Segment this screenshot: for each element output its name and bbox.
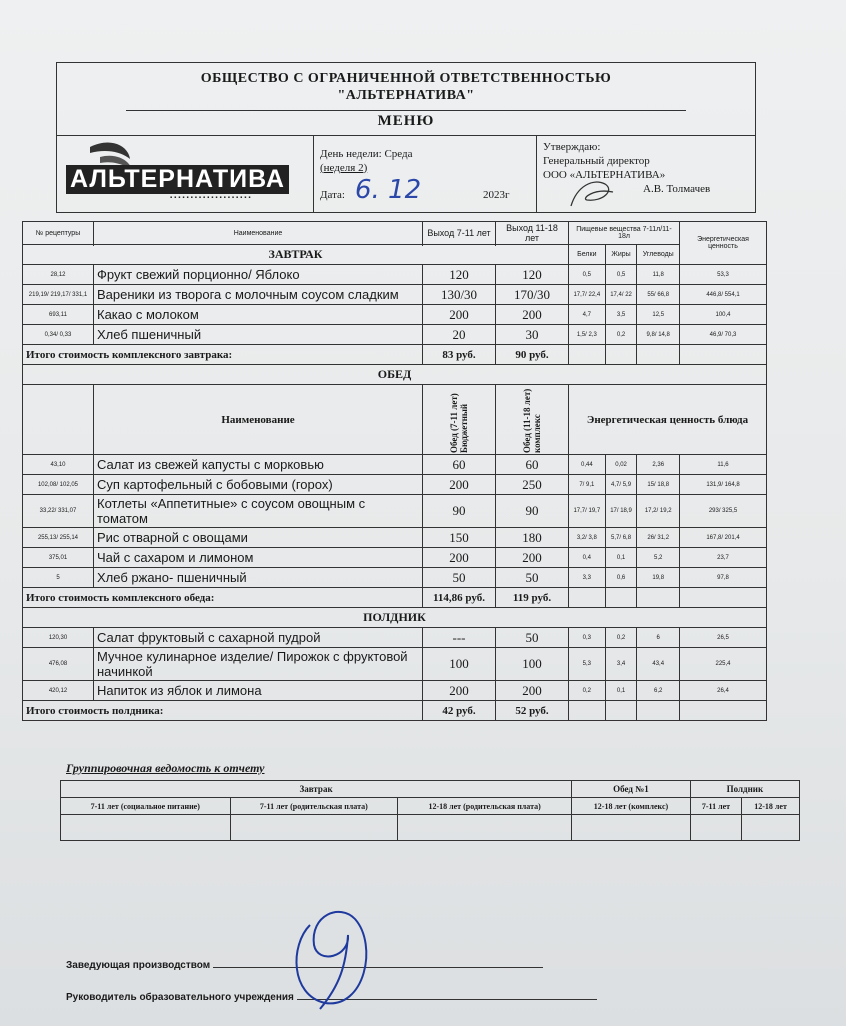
recipe-code: 255,13/ 255,14 (23, 528, 94, 548)
protein-value: 17,7/ 19,7 (569, 495, 606, 528)
fat-value: 17,4/ 22 (605, 285, 637, 305)
dish-name: Котлеты «Аппетитные» с соусом овощным с томатом (94, 495, 423, 528)
dish-name: Чай с сахаром и лимоном (94, 548, 423, 568)
table-row (23, 568, 767, 588)
fat-value: 0,1 (605, 681, 637, 701)
summary-table: Завтрак Обед №1 Полдник 7-11 лет (социальное питание) 7-11 лет (родительская плата) 12-18 лет (родительская плата) 12-18 лет (комплекс) 7-11 лет 12-18 лет (60, 780, 800, 841)
table-row (23, 325, 767, 345)
fat-value: 0,6 (605, 568, 637, 588)
protein-value: 0,2 (569, 681, 606, 701)
energy-value: 26,5 (680, 628, 767, 648)
col-out-7-11: Выход 7-11 лет (423, 222, 496, 245)
fat-value: 0,2 (605, 628, 637, 648)
snack-rows (23, 628, 767, 701)
lunch-total-7-11: 114,86 руб. (423, 588, 496, 608)
yield-11-18: 50 (496, 568, 569, 588)
col-out-11-18: Выход 11-18 лет (496, 222, 569, 245)
carbs-value: 11,8 (637, 265, 680, 285)
yield-11-18: 170/30 (496, 285, 569, 305)
dish-name: Мучное кулинарное изделие/ Пирожок с фруктовой начинкой (94, 648, 423, 681)
col-recipe: № рецептуры (23, 222, 94, 245)
protein-value: 0,3 (569, 628, 606, 648)
recipe-code: 0,34/ 0,33 (23, 325, 94, 345)
yield-7-11: 200 (423, 681, 496, 701)
logo-text: АЛЬТЕРНАТИВА (66, 165, 289, 194)
signature-head-school: Руководитель образовательного учреждения (66, 992, 597, 1003)
yield-11-18: 60 (496, 455, 569, 475)
snack-total-11-18: 52 руб. (496, 701, 569, 721)
recipe-code: 375,01 (23, 548, 94, 568)
handwritten-signature-icon (270, 905, 390, 1015)
carbs-value: 12,5 (637, 305, 680, 325)
table-row (23, 265, 767, 285)
lunch-col-11-18: Обед (11-18 лет) комплекс (522, 388, 542, 453)
dish-name: Салат фруктовый с сахарной пудрой (94, 628, 423, 648)
company-name: ОБЩЕСТВО С ОГРАНИЧЕННОЙ ОТВЕТСТВЕННОСТЬЮ "АЛЬТЕРНАТИВА" (200, 71, 612, 103)
table-row (23, 648, 767, 681)
table-row (23, 475, 767, 495)
yield-11-18: 120 (496, 265, 569, 285)
dish-name: Хлеб пшеничный (94, 325, 423, 345)
table-row (23, 528, 767, 548)
table-row (23, 455, 767, 475)
yield-7-11: 90 (423, 495, 496, 528)
recipe-code: 219,19/ 219,17/ 331,1 (23, 285, 94, 305)
yield-11-18: 90 (496, 495, 569, 528)
recipe-code: 476,08 (23, 648, 94, 681)
energy-value: 100,4 (680, 305, 767, 325)
yield-11-18: 250 (496, 475, 569, 495)
table-row (23, 305, 767, 325)
recipe-code: 5 (23, 568, 94, 588)
carbs-value: 6,2 (637, 681, 680, 701)
breakfast-rows (23, 265, 767, 345)
fat-value: 0,5 (605, 265, 637, 285)
yield-7-11: 100 (423, 648, 496, 681)
protein-value: 17,7/ 22,4 (569, 285, 606, 305)
recipe-code: 693,11 (23, 305, 94, 325)
fat-value: 3,4 (605, 648, 637, 681)
yield-11-18: 200 (496, 681, 569, 701)
yield-7-11: 130/30 (423, 285, 496, 305)
dish-name: Какао с молоком (94, 305, 423, 325)
protein-value: 3,3 (569, 568, 606, 588)
fat-value: 0,2 (605, 325, 637, 345)
date-block: День недели: Среда (неделя 2) Дата: 6. 12 2023г (314, 136, 537, 213)
summary-title: Группировочная ведомость к отчету (66, 761, 265, 775)
lunch-total-label: Итого стоимость комплексного обеда: (23, 588, 423, 608)
recipe-code: 420,12 (23, 681, 94, 701)
director-signature-icon (563, 176, 623, 210)
carbs-value: 55/ 66,8 (637, 285, 680, 305)
dish-name: Хлеб ржано- пшеничный (94, 568, 423, 588)
lunch-rows (23, 455, 767, 588)
section-breakfast: ЗАВТРАК (23, 245, 569, 265)
energy-value: 293/ 325,5 (680, 495, 767, 528)
fat-value: 4,7/ 5,9 (605, 475, 637, 495)
breakfast-total-11-18: 90 руб. (496, 345, 569, 365)
yield-11-18: 30 (496, 325, 569, 345)
col-nutrients: Пищевые вещества 7-11л/11-18л (569, 222, 680, 245)
yield-7-11: 60 (423, 455, 496, 475)
logo: АЛЬТЕРНАТИВА ▪▪▪▪▪▪▪▪▪▪▪▪▪▪▪▪▪▪▪▪ (57, 136, 314, 213)
breakfast-total-7-11: 83 руб. (423, 345, 496, 365)
carbs-value: 2,36 (637, 455, 680, 475)
breakfast-total-label: Итого стоимость комплексного завтрака: (23, 345, 423, 365)
fat-value: 3,5 (605, 305, 637, 325)
fat-value: 5,7/ 6,8 (605, 528, 637, 548)
recipe-code: 120,30 (23, 628, 94, 648)
lunch-col-7-11: Обед (7-11 лет) Бюджетный (449, 393, 469, 453)
yield-7-11: 200 (423, 548, 496, 568)
menu-title: МЕНЮ (377, 113, 435, 129)
table-row (23, 285, 767, 305)
table-row (23, 628, 767, 648)
energy-value: 11,6 (680, 455, 767, 475)
yield-7-11: 50 (423, 568, 496, 588)
carbs-value: 17,2/ 19,2 (637, 495, 680, 528)
energy-value: 131,9/ 164,8 (680, 475, 767, 495)
protein-value: 0,4 (569, 548, 606, 568)
dish-name: Салат из свежей капусты с морковью (94, 455, 423, 475)
summary-cell (61, 815, 231, 841)
yield-11-18: 200 (496, 305, 569, 325)
yield-7-11: --- (423, 628, 496, 648)
energy-value: 26,4 (680, 681, 767, 701)
snack-total-7-11: 42 руб. (423, 701, 496, 721)
fat-value: 17/ 18,9 (605, 495, 637, 528)
recipe-code: 28,12 (23, 265, 94, 285)
carbs-value: 15/ 18,8 (637, 475, 680, 495)
approval-block: Утверждаю: Генеральный директор ООО «АЛЬТЕРНАТИВА» А.В. Толмачев (537, 136, 756, 213)
carbs-value: 6 (637, 628, 680, 648)
carbs-value: 26/ 31,2 (637, 528, 680, 548)
yield-7-11: 20 (423, 325, 496, 345)
protein-value: 1,5/ 2,3 (569, 325, 606, 345)
carbs-value: 5,2 (637, 548, 680, 568)
yield-7-11: 120 (423, 265, 496, 285)
protein-value: 5,3 (569, 648, 606, 681)
yield-11-18: 180 (496, 528, 569, 548)
carbs-value: 43,4 (637, 648, 680, 681)
signature-head-kitchen: Заведующая производством (66, 960, 543, 971)
fat-value: 0,1 (605, 548, 637, 568)
table-row (23, 548, 767, 568)
menu-document (22, 62, 802, 841)
energy-value: 23,7 (680, 548, 767, 568)
carbs-value: 9,8/ 14,8 (637, 325, 680, 345)
snack-total-label: Итого стоимость полдника: (23, 701, 423, 721)
dish-name: Рис отварной с овощами (94, 528, 423, 548)
yield-11-18: 100 (496, 648, 569, 681)
dish-name: Фрукт свежий порционно/ Яблоко (94, 265, 423, 285)
header-table (56, 62, 756, 213)
handwritten-date: 6. 12 (354, 174, 422, 205)
yield-11-18: 200 (496, 548, 569, 568)
protein-value: 0,5 (569, 265, 606, 285)
recipe-code: 33,22/ 331,07 (23, 495, 94, 528)
protein-value: 3,2/ 3,8 (569, 528, 606, 548)
energy-value: 167,8/ 201,4 (680, 528, 767, 548)
section-lunch: ОБЕД (23, 365, 767, 385)
table-row (23, 681, 767, 701)
carbs-value: 19,8 (637, 568, 680, 588)
protein-value: 7/ 9,1 (569, 475, 606, 495)
energy-value: 53,3 (680, 265, 767, 285)
lunch-total-11-18: 119 руб. (496, 588, 569, 608)
dish-name: Вареники из творога с молочным соусом сладким (94, 285, 423, 305)
protein-value: 0,44 (569, 455, 606, 475)
recipe-code: 102,08/ 102,05 (23, 475, 94, 495)
energy-value: 97,8 (680, 568, 767, 588)
yield-7-11: 150 (423, 528, 496, 548)
dish-name: Суп картофельный с бобовыми (горох) (94, 475, 423, 495)
lunch-col-energy: Энергетическая ценность блюда (569, 385, 767, 455)
fat-value: 0,02 (605, 455, 637, 475)
table-row (23, 495, 767, 528)
section-snack: ПОЛДНИК (23, 608, 767, 628)
energy-value: 46,9/ 70,3 (680, 325, 767, 345)
energy-value: 446,8/ 554,1 (680, 285, 767, 305)
col-energy: Энергетическая ценность (680, 222, 767, 265)
col-name: Наименование (94, 222, 423, 245)
recipe-code: 43,10 (23, 455, 94, 475)
energy-value: 225,4 (680, 648, 767, 681)
yield-7-11: 200 (423, 475, 496, 495)
protein-value: 4,7 (569, 305, 606, 325)
yield-11-18: 50 (496, 628, 569, 648)
yield-7-11: 200 (423, 305, 496, 325)
breakfast-table: № рецептуры Наименование Выход 7-11 лет Выход 11-18 лет Пищевые вещества 7-11л/11-18л Энергетическая ценность ЗАВТРАК Белки Жиры Углеводы 28,12 Фрукт свежий порционно/ Яблоко 120 120 0,5 0,5 11,8 53,3 219,19/ 219,17/ 331,1 Вареники из творога с молочным соусом сладким 130/30 170/30 17,7/ 22,4 17,4/ 22 55/ 66,8 446,8/ 554,1 693,11 Какао с молоком 200 200 4,7 3,5 12,5 100,4 0,34/ 0,33 Хлеб пшеничный 20 30 1,5/ 2,3 0,2 9,8/ 14,8 46,9/ 70,3 Итого стоимость комплексного завтрака: 83 руб. 90 руб. ОБЕД Наименование Обед (7-11 лет) Бюджетный Обед (11-18 лет) комплекс Энергетическая ценность блюда 43,10 Салат из свежей капусты с морковью 60 60 0,44 0,02 2,36 11,6 102,08/ 102,05 Суп картофельный с бобовыми (горох) 200 250 7/ 9,1 4,7/ 5,9 15/ 18,8 131,9/ 164,8 33,22/ 331,07 Котлеты «Аппетитные» с соусом овощным с томатом 90 90 17,7/ 19,7 17/ 18,9 17,2/ 19,2 293/ 325,5 255,13/ 255,14 Рис отварной с овощами 150 180 3,2/ 3,8 5,7/ 6,8 26/ 31,2 167,8/ 201,4 375,01 Чай с сахаром и лимоном 200 200 0,4 0,1 5,2 23,7 5 Хлеб ржано- пшеничный 50 50 3,3 0,6 19,8 97,8 Итого стоимость комплексного обеда: 114,86 руб. 119 руб. ПОЛДНИК 120,30 Салат фруктовый с сахарной пудрой --- 50 0,3 0,2 6 26,5 476,08 Мучное кулинарное изделие/ Пирожок с фруктовой начинкой 100 100 5,3 3,4 43,4 225,4 420,12 Напиток из яблок и лимона 200 200 0,2 0,1 6,2 26,4 Итого стоимость полдника: 42 руб. 52 руб. (22, 221, 767, 721)
dish-name: Напиток из яблок и лимона (94, 681, 423, 701)
lunch-col-name: Наименование (94, 385, 423, 455)
